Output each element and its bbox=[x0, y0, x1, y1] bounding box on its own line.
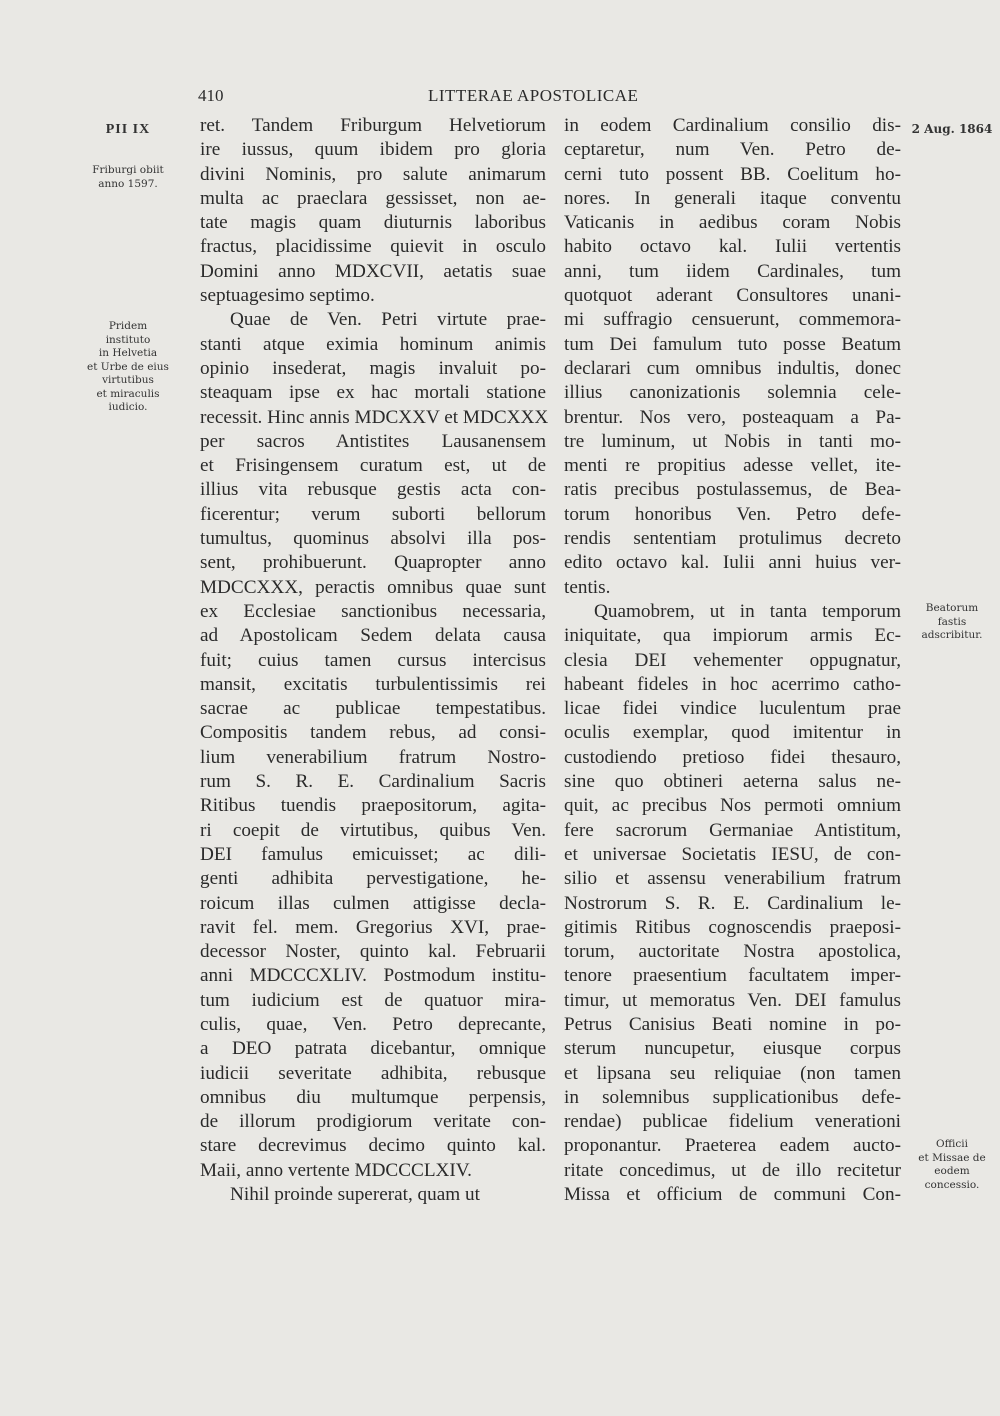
margin-note-line: fastis bbox=[937, 615, 967, 628]
text-line: ex Ecclesiae sanctionibus necessaria, bbox=[200, 600, 546, 622]
text-line: Compositis tandem rebus, ad consi- bbox=[200, 722, 546, 744]
text-line: Nihil proinde supererat, quam ut bbox=[230, 1184, 480, 1206]
margin-note-line: in Helvetia bbox=[98, 347, 158, 359]
text-line: divini Nominis, pro salute animarum bbox=[200, 163, 546, 185]
text-line: in solemnibus supplicationibus defe- bbox=[564, 1086, 901, 1108]
margin-note-line: Friburgi obiit bbox=[92, 164, 164, 176]
margin-note-line: Beatorum bbox=[925, 602, 979, 614]
margin-note-line: adscribitur. bbox=[921, 629, 983, 641]
text-line: ceptaretur, num Ven. Petro de- bbox=[564, 139, 901, 161]
running-head bbox=[0, 86, 1000, 116]
text-line: opinio insederat, magis invaluit po- bbox=[200, 357, 546, 379]
text-line: steaquam ipse ex hac mortali statione bbox=[200, 382, 546, 404]
text-line: rendae) publicae fidelium venerationi bbox=[564, 1111, 901, 1133]
text-line: anni, tum iidem Cardinales, tum bbox=[564, 260, 901, 282]
text-line: sacrae ac publicae tempestatibus. bbox=[200, 698, 546, 720]
text-line: Quamobrem, ut in tanta temporum bbox=[594, 600, 901, 622]
text-line: Petrus Canisius Beati nomine in po- bbox=[564, 1013, 901, 1035]
right-text-column bbox=[564, 114, 901, 1207]
text-line: tumultus, quominus absolvi illa pos- bbox=[200, 528, 546, 550]
margin-note-line: anno 1597. bbox=[98, 177, 158, 190]
text-line: culis, quae, Ven. Petro deprecante, bbox=[200, 1013, 546, 1035]
text-line: sent, prohibuerunt. Quapropter anno bbox=[200, 552, 546, 574]
text-line: Nostrorum S. R. E. Cardinalium le- bbox=[564, 892, 901, 914]
text-line: DEI famulus emicuisset; ac dili- bbox=[200, 843, 546, 865]
text-line: tentis. bbox=[564, 576, 611, 598]
text-line: custodiendo pretioso fidei thesauro, bbox=[564, 746, 901, 768]
text-line: rendis sententiam protulimus decreto bbox=[564, 528, 901, 550]
text-line: timur, ut memoratus Ven. DEI famulus bbox=[564, 989, 901, 1011]
margin-note-line: Pridem bbox=[108, 320, 148, 332]
text-line: cerni tuto possent BB. Coelitum ho- bbox=[564, 163, 901, 185]
text-line: quit, ac precibus Nos permoti omnium bbox=[564, 795, 901, 817]
page-number: 410 bbox=[198, 86, 224, 105]
text-line: anni MDCCCXLIV. Postmodum institu- bbox=[200, 965, 546, 987]
text-line: septuagesimo septimo. bbox=[200, 285, 375, 307]
text-line: gitimis Ritibus cognoscendis praeposi- bbox=[564, 916, 901, 938]
text-line: torum honoribus Ven. Petro defe- bbox=[564, 503, 901, 525]
running-title: LITTERAE APOSTOLICAE bbox=[428, 86, 639, 105]
text-line: et lipsana seu reliquiae (non tamen bbox=[564, 1062, 901, 1084]
left-text-column bbox=[200, 114, 549, 1207]
text-line: torum, auctoritate Nostra apostolica, bbox=[564, 941, 901, 963]
text-line: fractus, placidissime quievit in osculo bbox=[200, 236, 546, 258]
margin-note-line: et Missae de bbox=[918, 1151, 986, 1164]
text-line: proponantur. Praeterea eadem aucto- bbox=[564, 1135, 901, 1157]
text-line: stare decrevimus decimo quinto kal. bbox=[200, 1135, 546, 1157]
text-line: ratis precibus postulassemus, de Bea- bbox=[564, 479, 901, 501]
text-line: nores. In generali itaque conventu bbox=[564, 187, 901, 209]
margin-note-line: et Urbe de eius bbox=[87, 360, 169, 373]
text-line: rum S. R. E. Cardinalium Sacris bbox=[200, 771, 546, 793]
text-line: silio et assensu venerabilium fratrum bbox=[564, 868, 901, 890]
margin-note-line: et miraculis bbox=[96, 387, 160, 400]
text-line: ri coepit de virtutibus, quibus Ven. bbox=[200, 819, 546, 841]
margin-note-death bbox=[72, 164, 184, 191]
text-line: genti adhibita pervestigatione, he- bbox=[200, 868, 546, 890]
text-line: habito octavo kal. Iulii vertentis bbox=[564, 236, 901, 258]
pope-name-margin: PII IX bbox=[105, 122, 151, 137]
text-line: Ritibus tuendis praepositorum, agita- bbox=[200, 795, 546, 817]
text-line: habeant fideles in hoc acerrimo catho- bbox=[564, 673, 901, 695]
text-line: edito octavo kal. Iulii anni huius ver- bbox=[564, 552, 901, 574]
text-line: a DEO patrata dicebantur, omnique bbox=[200, 1038, 546, 1060]
text-line: fere sacrorum Germaniae Antistitum, bbox=[564, 819, 901, 841]
text-line: tate magis quam diuturnis laboribus bbox=[200, 212, 546, 234]
text-line: tum Dei famulum tuto posse Beatum bbox=[564, 333, 901, 355]
text-line: iniquitate, qua impiorum armis Ec- bbox=[564, 625, 901, 647]
text-line: Quae de Ven. Petri virtute prae- bbox=[230, 309, 546, 331]
text-line: multa ac praeclara gessisset, non ae- bbox=[200, 187, 546, 209]
text-line: tenore praesentium facultatem imper- bbox=[564, 965, 901, 987]
text-line: omnibus diu multumque perpensis, bbox=[200, 1086, 546, 1108]
margin-note-office-mass bbox=[910, 1138, 994, 1192]
text-line: de illorum prodigiorum veritate con- bbox=[200, 1111, 546, 1133]
text-line: illius canonizationis solemnia cele- bbox=[564, 382, 901, 404]
text-line: ficerentur; verum suborti bellorum bbox=[200, 503, 546, 525]
text-line: ire iussus, quum ibidem pro gloria bbox=[200, 139, 546, 161]
text-line: ravit fel. mem. Gregorius XVI, prae- bbox=[200, 916, 546, 938]
text-line: declarari cum omnibus indultis, donec bbox=[564, 357, 901, 379]
margin-note-line: concessio. bbox=[924, 1178, 980, 1191]
text-line: sterum nuncupetur, eiusque corpus bbox=[564, 1038, 901, 1060]
text-line: Domini anno MDXCVII, aetatis suae bbox=[200, 260, 546, 282]
date-margin-note: 2 Aug. 1864 bbox=[911, 122, 993, 136]
text-line: in eodem Cardinalium consilio dis- bbox=[564, 115, 901, 136]
text-line: et universae Societatis IESU, de con- bbox=[564, 843, 901, 865]
text-line: ret. Tandem Friburgum Helvetiorum bbox=[200, 115, 546, 136]
text-line: stanti atque eximia hominum animis bbox=[200, 333, 546, 355]
text-line: roicum illas culmen attigisse decla- bbox=[200, 892, 546, 914]
text-line: per sacros Antistites Lausanensem bbox=[200, 430, 546, 452]
text-line: recessit. Hinc annis MDCXXV et MDCXXX bbox=[200, 406, 549, 428]
text-line: MDCCXXX, peractis omnibus quae sunt bbox=[200, 576, 546, 598]
margin-note-line: iudicio. bbox=[108, 401, 148, 413]
text-line: illius vita rebusque gestis acta con- bbox=[200, 479, 546, 501]
text-line: Missa et officium de communi Con- bbox=[564, 1184, 901, 1206]
margin-note-line: instituto bbox=[105, 333, 151, 346]
text-line: Vaticanis in aedibus coram Nobis bbox=[564, 212, 901, 234]
text-line: lium venerabilium fratrum Nostro- bbox=[200, 746, 546, 768]
margin-note-line: eodem bbox=[934, 1165, 970, 1177]
text-line: fuit; cuius tamen cursus intercisus bbox=[200, 649, 546, 671]
text-line: mansit, excitatis turbulentissimis rei bbox=[200, 673, 546, 695]
text-line: Maii, anno vertente MDCCCLXIV. bbox=[200, 1159, 472, 1181]
text-line: et Frisingensem curatum est, ut de bbox=[200, 455, 546, 477]
margin-note-beatification bbox=[910, 602, 994, 643]
margin-note-inquiry bbox=[72, 320, 184, 415]
text-line: ad Apostolicam Sedem delata causa bbox=[200, 625, 546, 647]
text-line: ritate concedimus, ut de illo recitetur bbox=[564, 1159, 901, 1181]
text-line: oculis exemplar, quod imitentur in bbox=[564, 722, 901, 744]
margin-note-line: Officii bbox=[935, 1138, 969, 1150]
text-line: quotquot aderant Consultores unani- bbox=[564, 285, 901, 307]
text-line: mi suffragio censuerunt, commemora- bbox=[564, 309, 901, 331]
margin-note-line: virtutibus bbox=[102, 374, 154, 386]
text-line: licae fidei vindice luculentum prae bbox=[564, 698, 901, 720]
text-line: tre luminum, ut Nobis in tanti mo- bbox=[564, 430, 901, 452]
text-line: iudicii severitate adhibita, rebusque bbox=[200, 1062, 546, 1084]
text-line: clesia DEI vehementer oppugnatur, bbox=[564, 649, 901, 671]
text-line: brentur. Nos vero, posteaquam a Pa- bbox=[564, 406, 901, 428]
text-line: menti re propitius adesse vellet, ite- bbox=[564, 455, 901, 477]
text-line: tum iudicium est de quatuor mira- bbox=[200, 989, 546, 1011]
text-line: decessor Noster, quinto kal. Februarii bbox=[200, 941, 546, 963]
text-line: sine quo obtineri aeterna salus ne- bbox=[564, 771, 901, 793]
